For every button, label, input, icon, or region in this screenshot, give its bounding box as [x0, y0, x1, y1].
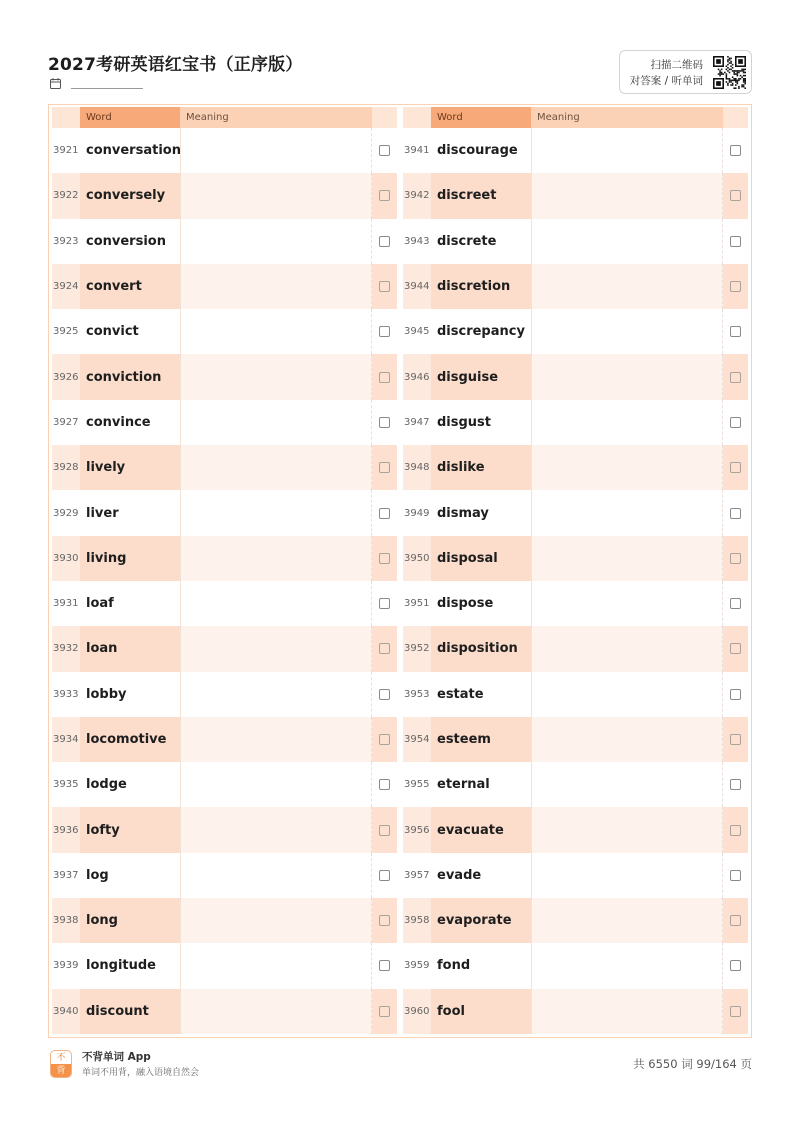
- meaning-field[interactable]: [531, 807, 723, 852]
- meaning-field[interactable]: [180, 536, 372, 581]
- word-text: convict: [86, 324, 139, 340]
- meaning-field[interactable]: [531, 672, 723, 717]
- word-checkbox[interactable]: [379, 598, 390, 609]
- checkbox-cell: [372, 943, 397, 988]
- checkbox-cell: [372, 717, 397, 762]
- word-text: disposal: [431, 536, 531, 581]
- table-row: [403, 898, 748, 943]
- meaning-field[interactable]: [531, 762, 723, 807]
- meaning-field[interactable]: [180, 626, 372, 671]
- meaning-field[interactable]: [180, 672, 372, 717]
- meaning-field[interactable]: [180, 309, 372, 354]
- qr-caption: [630, 57, 703, 89]
- word-text: fool: [431, 989, 531, 1034]
- word-number: 3936: [53, 824, 79, 836]
- table-row: [403, 128, 748, 173]
- word-checkbox[interactable]: [379, 508, 390, 519]
- right-column: [403, 107, 748, 1034]
- word-number: 3932: [53, 643, 79, 655]
- word-checkbox[interactable]: [730, 462, 741, 473]
- word-number: 3921: [53, 145, 79, 157]
- meaning-field[interactable]: [180, 989, 372, 1034]
- word-text: locomotive: [80, 717, 180, 762]
- word-checkbox[interactable]: [379, 689, 390, 700]
- word-checkbox[interactable]: [730, 417, 741, 428]
- meaning-field[interactable]: [531, 626, 723, 671]
- word-number: 3922: [53, 190, 79, 202]
- table-row: [403, 400, 748, 445]
- word-number: 3949: [404, 507, 430, 519]
- word-text: discourage: [437, 143, 518, 159]
- header-check-cell: [723, 107, 748, 128]
- word-number: 3933: [53, 688, 79, 700]
- checkbox-cell: [723, 128, 748, 173]
- table-row: [403, 490, 748, 535]
- checkbox-cell: [723, 853, 748, 898]
- word-number: 3939: [53, 960, 79, 972]
- table-row: [403, 445, 748, 490]
- checkbox-cell: [723, 943, 748, 988]
- word-number: 3944: [404, 281, 430, 293]
- table-row: [52, 400, 397, 445]
- app-slogan: 单词不用背，融入语境自然会: [82, 1068, 200, 1078]
- word-checkbox[interactable]: [730, 372, 741, 383]
- word-checkbox[interactable]: [730, 825, 741, 836]
- meaning-field[interactable]: [180, 943, 372, 988]
- meaning-field[interactable]: [180, 898, 372, 943]
- word-checkbox[interactable]: [379, 734, 390, 745]
- meaning-field[interactable]: [180, 128, 372, 173]
- table-row: [52, 490, 397, 535]
- word-number: 3940: [53, 1005, 79, 1017]
- word-number: 3956: [404, 824, 430, 836]
- table-row: [52, 943, 397, 988]
- meaning-field[interactable]: [531, 264, 723, 309]
- table-row: [403, 581, 748, 626]
- word-text: lodge: [86, 777, 127, 793]
- table-row: [403, 807, 748, 852]
- meaning-field[interactable]: [531, 445, 723, 490]
- table-header: [52, 107, 397, 128]
- word-number: 3952: [404, 643, 430, 655]
- word-checkbox[interactable]: [730, 960, 741, 971]
- meaning-field[interactable]: [180, 264, 372, 309]
- word-text: log: [86, 867, 109, 883]
- checkbox-cell: [723, 354, 748, 399]
- left-rows: [52, 128, 397, 1034]
- checkbox-cell: [372, 989, 397, 1034]
- word-text: discrete: [437, 233, 497, 249]
- word-text: evacuate: [431, 807, 531, 852]
- word-checkbox[interactable]: [730, 915, 741, 926]
- checkbox-cell: [723, 989, 748, 1034]
- word-number: 3931: [53, 598, 79, 610]
- qr-card[interactable]: [619, 50, 752, 94]
- word-text: evade: [437, 867, 482, 883]
- checkbox-cell: [372, 853, 397, 898]
- table-row: [52, 626, 397, 671]
- word-text: conviction: [80, 354, 180, 399]
- table-row: [52, 581, 397, 626]
- word-number: 3954: [404, 734, 430, 745]
- meaning-field[interactable]: [531, 219, 723, 264]
- word-number: 3930: [53, 552, 79, 564]
- meaning-field[interactable]: [531, 717, 723, 762]
- word-text: lobby: [86, 686, 127, 702]
- word-checkbox[interactable]: [379, 190, 390, 201]
- header-meaning: Meaning: [531, 107, 723, 128]
- checkbox-cell: [372, 264, 397, 309]
- checkbox-cell: [723, 400, 748, 445]
- word-checkbox[interactable]: [730, 190, 741, 201]
- word-text: fond: [437, 958, 471, 974]
- word-number: 3927: [53, 416, 79, 428]
- checkbox-cell: [723, 173, 748, 218]
- table-header: [403, 107, 748, 128]
- word-checkbox[interactable]: [730, 236, 741, 247]
- word-number: 3960: [404, 1005, 430, 1017]
- checkbox-cell: [372, 173, 397, 218]
- right-rows: [403, 128, 748, 1034]
- word-text: discretion: [431, 264, 531, 309]
- meaning-field[interactable]: [180, 807, 372, 852]
- header-word: Word: [431, 107, 531, 128]
- app-logo: [50, 1050, 72, 1078]
- checkbox-cell: [372, 807, 397, 852]
- table-row: [403, 717, 748, 762]
- word-checkbox[interactable]: [379, 145, 390, 156]
- word-number: 3955: [404, 779, 430, 791]
- word-text: discount: [80, 989, 180, 1034]
- word-text: eternal: [437, 777, 490, 793]
- table-row: [403, 219, 748, 264]
- word-text: loaf: [86, 596, 114, 612]
- table-row: [403, 536, 748, 581]
- word-number: 3953: [404, 688, 430, 700]
- table-row: [403, 264, 748, 309]
- word-checkbox[interactable]: [730, 643, 741, 654]
- table-row: [403, 626, 748, 671]
- word-number: 3924: [53, 281, 79, 293]
- table-row: [52, 807, 397, 852]
- word-text: conversion: [86, 233, 166, 249]
- meaning-field[interactable]: [531, 536, 723, 581]
- checkbox-cell: [372, 626, 397, 671]
- word-text: convince: [86, 414, 151, 430]
- page-title: 2027考研英语红宝书（正序版）: [48, 55, 303, 75]
- table-row: [52, 173, 397, 218]
- word-number: 3943: [404, 235, 430, 247]
- meaning-field[interactable]: [531, 309, 723, 354]
- word-checkbox[interactable]: [379, 417, 390, 428]
- meaning-field[interactable]: [180, 219, 372, 264]
- word-text: liver: [86, 505, 119, 521]
- checkbox-cell: [723, 264, 748, 309]
- table-row: [52, 853, 397, 898]
- table-row: [403, 989, 748, 1034]
- word-text: disgust: [437, 414, 492, 430]
- table-row: [52, 309, 397, 354]
- word-checkbox[interactable]: [730, 689, 741, 700]
- checkbox-cell: [723, 672, 748, 717]
- word-number: 3959: [404, 960, 430, 972]
- word-number: 3935: [53, 779, 79, 791]
- word-number: 3945: [404, 326, 430, 338]
- word-text: esteem: [431, 717, 531, 762]
- word-text: discrepancy: [437, 324, 525, 340]
- word-text: lively: [80, 445, 180, 490]
- word-checkbox[interactable]: [379, 462, 390, 473]
- word-text: convert: [80, 264, 180, 309]
- word-checkbox[interactable]: [730, 870, 741, 881]
- word-text: evaporate: [431, 898, 531, 943]
- checkbox-cell: [372, 128, 397, 173]
- meaning-field[interactable]: [180, 445, 372, 490]
- meaning-field[interactable]: [180, 490, 372, 535]
- word-checkbox[interactable]: [730, 734, 741, 745]
- word-number: 3938: [53, 915, 79, 927]
- word-checkbox[interactable]: [379, 326, 390, 337]
- meaning-field[interactable]: [180, 354, 372, 399]
- word-checkbox[interactable]: [730, 779, 741, 790]
- word-text: estate: [437, 686, 484, 702]
- word-checkbox[interactable]: [379, 915, 390, 926]
- word-text: lofty: [80, 807, 180, 852]
- checkbox-cell: [372, 490, 397, 535]
- word-checkbox[interactable]: [379, 281, 390, 292]
- qr-code-icon[interactable]: [713, 56, 746, 89]
- checkbox-cell: [372, 354, 397, 399]
- table-row: [52, 989, 397, 1034]
- table-row: [52, 717, 397, 762]
- page-footer: [48, 1048, 752, 1080]
- word-text: discreet: [431, 173, 531, 218]
- table-row: [403, 672, 748, 717]
- table-row: [403, 354, 748, 399]
- checkbox-cell: [723, 626, 748, 671]
- checkbox-cell: [372, 762, 397, 807]
- calendar-icon: [50, 78, 61, 89]
- meaning-field[interactable]: [531, 173, 723, 218]
- logo-top-char: 不: [56, 1053, 66, 1063]
- checkbox-cell: [372, 219, 397, 264]
- header-number-cell: [403, 107, 431, 128]
- table-row: [403, 173, 748, 218]
- checkbox-cell: [723, 536, 748, 581]
- word-number: 3957: [404, 869, 430, 881]
- checkbox-cell: [723, 219, 748, 264]
- checkbox-cell: [723, 581, 748, 626]
- word-text: dislike: [431, 445, 531, 490]
- word-text: disposition: [431, 626, 531, 671]
- word-text: disguise: [431, 354, 531, 399]
- word-text: conversation: [86, 143, 181, 159]
- word-text: conversely: [80, 173, 180, 218]
- checkbox-cell: [723, 898, 748, 943]
- table-row: [52, 898, 397, 943]
- meaning-field[interactable]: [531, 400, 723, 445]
- word-checkbox[interactable]: [730, 1006, 741, 1017]
- checkbox-cell: [723, 490, 748, 535]
- word-number: 3926: [53, 371, 79, 383]
- checkbox-cell: [723, 717, 748, 762]
- meaning-field[interactable]: [531, 943, 723, 988]
- word-text: living: [80, 536, 180, 581]
- table-row: [403, 309, 748, 354]
- checkbox-cell: [372, 400, 397, 445]
- checkbox-cell: [372, 898, 397, 943]
- table-row: [52, 219, 397, 264]
- left-column: [52, 107, 397, 1034]
- checkbox-cell: [372, 581, 397, 626]
- meaning-field[interactable]: [531, 581, 723, 626]
- meaning-field[interactable]: [531, 354, 723, 399]
- table-row: [52, 445, 397, 490]
- page-counter: 共 6550 词 99/164 页: [633, 1057, 752, 1071]
- word-checkbox[interactable]: [379, 870, 390, 881]
- table-row: [403, 943, 748, 988]
- meaning-field[interactable]: [180, 400, 372, 445]
- word-checkbox[interactable]: [379, 779, 390, 790]
- word-number: 3951: [404, 598, 430, 610]
- checkbox-cell: [723, 309, 748, 354]
- word-checkbox[interactable]: [730, 145, 741, 156]
- word-text: long: [80, 898, 180, 943]
- word-checkbox[interactable]: [730, 553, 741, 564]
- word-checkbox[interactable]: [379, 960, 390, 971]
- checkbox-cell: [723, 445, 748, 490]
- table-row: [52, 128, 397, 173]
- checkbox-cell: [723, 762, 748, 807]
- word-checkbox[interactable]: [379, 1006, 390, 1017]
- word-checkbox[interactable]: [730, 508, 741, 519]
- meaning-field[interactable]: [180, 173, 372, 218]
- date-row: [50, 78, 143, 89]
- word-checkbox[interactable]: [730, 598, 741, 609]
- qr-caption-line1: 扫描二维码: [650, 59, 703, 71]
- meaning-field[interactable]: [180, 853, 372, 898]
- header-check-cell: [372, 107, 397, 128]
- word-text: dispose: [437, 596, 494, 612]
- word-checkbox[interactable]: [730, 281, 741, 292]
- checkbox-cell: [372, 536, 397, 581]
- word-checkbox[interactable]: [379, 553, 390, 564]
- word-number: 3947: [404, 416, 430, 428]
- meaning-field[interactable]: [531, 490, 723, 535]
- word-checkbox[interactable]: [730, 326, 741, 337]
- word-number: 3929: [53, 507, 79, 519]
- table-row: [52, 672, 397, 717]
- word-checkbox[interactable]: [379, 825, 390, 836]
- date-field[interactable]: [71, 79, 143, 89]
- word-text: loan: [80, 626, 180, 671]
- meaning-field[interactable]: [531, 853, 723, 898]
- page-header: [48, 48, 752, 98]
- word-number: 3934: [53, 734, 79, 745]
- word-text: dismay: [437, 505, 489, 521]
- word-number: 3942: [404, 190, 430, 202]
- word-table: [48, 104, 752, 1038]
- meaning-field[interactable]: [531, 128, 723, 173]
- checkbox-cell: [372, 672, 397, 717]
- word-number: 3946: [404, 371, 430, 383]
- checkbox-cell: [372, 309, 397, 354]
- table-row: [52, 762, 397, 807]
- word-checkbox[interactable]: [379, 643, 390, 654]
- meaning-field[interactable]: [180, 581, 372, 626]
- word-number: 3923: [53, 235, 79, 247]
- header-number-cell: [52, 107, 80, 128]
- word-number: 3958: [404, 915, 430, 927]
- table-row: [403, 853, 748, 898]
- header-word: Word: [80, 107, 180, 128]
- word-number: 3937: [53, 869, 79, 881]
- qr-caption-line2: 对答案 / 听单词: [629, 75, 703, 87]
- header-meaning: Meaning: [180, 107, 372, 128]
- table-row: [403, 762, 748, 807]
- table-row: [52, 354, 397, 399]
- meaning-field[interactable]: [180, 717, 372, 762]
- table-row: [52, 536, 397, 581]
- app-name: 不背单词 App: [82, 1051, 151, 1063]
- word-number: 3925: [53, 326, 79, 338]
- word-number: 3950: [404, 552, 430, 564]
- table-row: [52, 264, 397, 309]
- word-number: 3948: [404, 462, 430, 474]
- word-checkbox[interactable]: [379, 236, 390, 247]
- word-checkbox[interactable]: [379, 372, 390, 383]
- meaning-field[interactable]: [531, 898, 723, 943]
- word-number: 3941: [404, 145, 430, 157]
- meaning-field[interactable]: [180, 762, 372, 807]
- word-text: longitude: [86, 958, 156, 974]
- checkbox-cell: [372, 445, 397, 490]
- meaning-field[interactable]: [531, 989, 723, 1034]
- logo-bottom-char: 背: [51, 1064, 71, 1077]
- checkbox-cell: [723, 807, 748, 852]
- word-number: 3928: [53, 462, 79, 474]
